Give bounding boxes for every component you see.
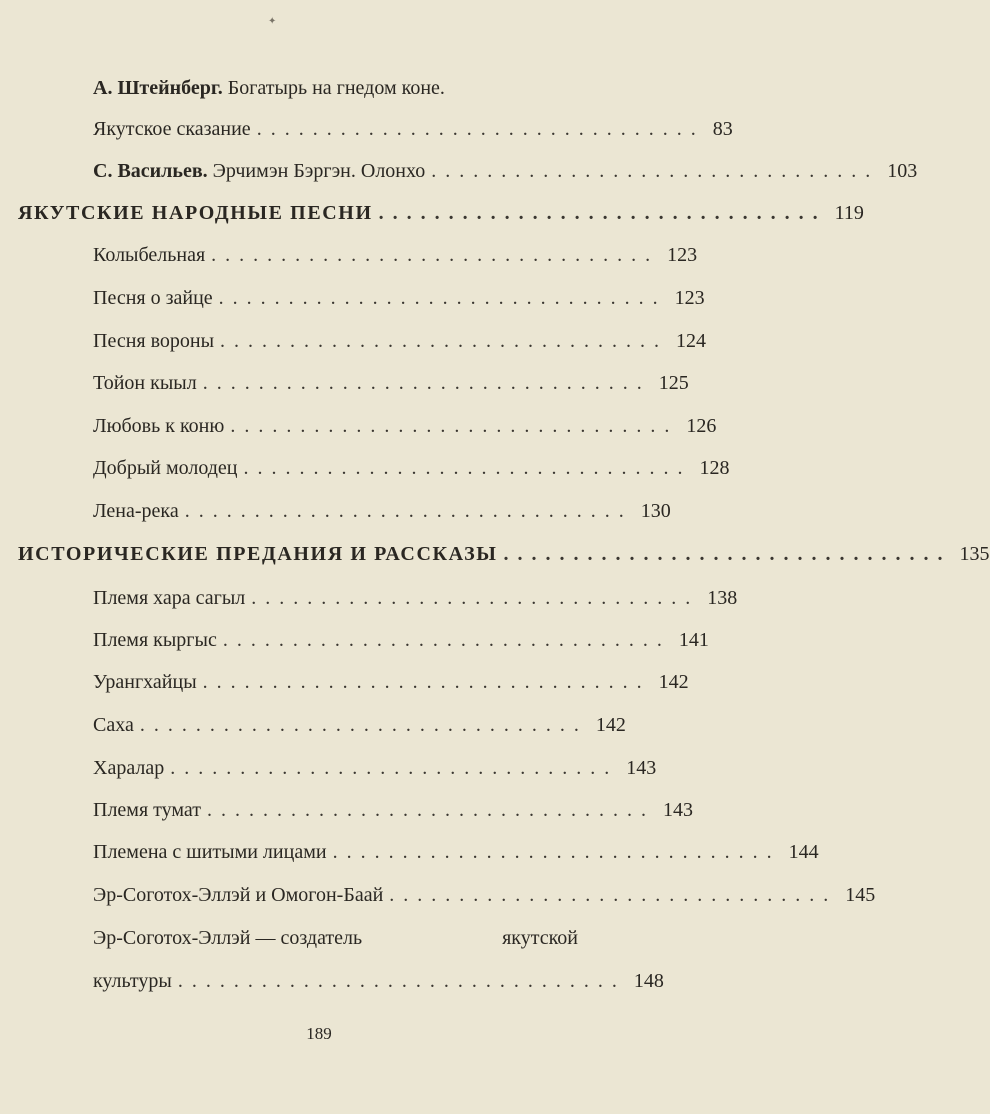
toc-entry [93, 286, 705, 310]
entry-page: 142 [595, 714, 626, 736]
dot-leader: ................................ [184, 500, 633, 522]
section-heading-songs [18, 201, 864, 225]
entry-title: Саха [93, 714, 134, 736]
entry-title: Песня о зайце [93, 287, 213, 309]
toc-entry-last-line2 [93, 969, 664, 993]
toc-entry-steinberg-line1 [93, 76, 578, 100]
section-heading-legends [18, 542, 990, 566]
dot-leader: ................................ [431, 160, 880, 182]
section-title: ИСТОРИЧЕСКИЕ ПРЕДАНИЯ И РАССКАЗЫ [18, 543, 498, 565]
toc-entry [93, 756, 657, 780]
dot-leader: ................................ [243, 457, 692, 479]
toc-entry [93, 840, 819, 864]
dot-leader: ................................ [202, 671, 651, 693]
dot-leader: ................................ [220, 330, 669, 352]
entry-page: 124 [676, 330, 707, 352]
entry-page: 123 [667, 244, 698, 266]
toc-entry [93, 586, 738, 610]
entry-page: 130 [640, 500, 671, 522]
entry-title: Урангхайцы [93, 671, 197, 693]
dot-leader: ................................ [211, 244, 660, 266]
entry-title: Эрчимэн Бэргэн. Олонхо [212, 160, 426, 182]
toc-entry [93, 456, 730, 480]
toc-entry [93, 628, 709, 652]
entry-title: Эр-Соготох-Эллэй и Омогон-Баай [93, 884, 384, 906]
entry-title: Племена с шитыми лицами [93, 841, 327, 863]
entry-page: 143 [663, 799, 693, 821]
folio-page-number: 189 [306, 1024, 332, 1043]
entry-title: Богатырь на гнедом коне. [227, 77, 445, 99]
dot-leader: ................................ [139, 714, 588, 736]
toc-entry [93, 329, 707, 353]
dot-leader: ................................ [222, 629, 671, 651]
toc-entry [93, 243, 698, 267]
entry-title-wrap [93, 159, 425, 183]
dot-leader: ................................ [378, 202, 827, 224]
dot-leader: ................................ [202, 372, 651, 394]
print-mark: ✦ [268, 16, 277, 27]
entry-title: Якутское сказание [93, 118, 251, 140]
entry-title: Колыбельная [93, 244, 206, 266]
entry-page: 126 [686, 415, 717, 437]
entry-page: 145 [845, 884, 876, 906]
entry-title: Племя хара сагыл [93, 587, 246, 609]
dot-leader: ................................ [207, 799, 655, 821]
section-title: ЯКУТСКИЕ НАРОДНЫЕ ПЕСНИ [18, 202, 373, 224]
dot-leader: ................................ [230, 415, 679, 437]
entry-page: 125 [658, 372, 689, 394]
entry-page: 83 [712, 118, 733, 140]
entry-author: А. Штейнберг. [93, 77, 223, 99]
toc-entry [93, 371, 689, 395]
entry-title: Племя тумат [93, 799, 201, 821]
entry-title-end: якутской [502, 927, 578, 949]
entry-page: 148 [633, 970, 664, 992]
dot-leader: ................................ [389, 884, 838, 906]
entry-page: 128 [699, 457, 730, 479]
entry-title: Песня вороны [93, 330, 215, 352]
dot-leader: ................................ [503, 543, 952, 565]
entry-title: Лена-река [93, 500, 179, 522]
entry-title: Тойон кыыл [93, 372, 197, 394]
entry-title: Добрый молодец [93, 457, 238, 479]
dot-leader: ................................ [177, 970, 626, 992]
dot-leader: ................................ [251, 587, 700, 609]
toc-entry [93, 883, 876, 907]
entry-title: Харалар [93, 757, 165, 779]
entry-page: 142 [658, 671, 689, 693]
entry-title: Племя кыргыс [93, 629, 217, 651]
dot-leader: ................................ [218, 287, 667, 309]
entry-page: 103 [887, 160, 918, 182]
entry-page: 144 [788, 841, 819, 863]
dot-leader: ................................ [256, 118, 705, 140]
entry-title: культуры [93, 970, 172, 992]
dot-leader: ................................ [332, 841, 781, 863]
entry-page: 138 [707, 587, 738, 609]
dot-leader: ................................ [170, 757, 619, 779]
toc-entry-vasiliev [93, 159, 918, 183]
toc-entry-last-line1 [93, 926, 578, 950]
toc-entry [93, 414, 717, 438]
section-page: 119 [834, 202, 864, 224]
toc-entry [93, 798, 693, 822]
toc-entry [93, 499, 671, 523]
toc-entry [93, 713, 626, 737]
toc-entry [93, 670, 689, 694]
entry-page: 123 [674, 287, 705, 309]
section-page: 135 [959, 543, 990, 565]
toc-entry-steinberg-line2 [93, 117, 733, 141]
entry-title: Эр-Соготох-Эллэй — создатель [93, 927, 363, 949]
entry-author: С. Васильев. [93, 160, 208, 182]
entry-title: Любовь к коню [93, 415, 225, 437]
entry-page: 143 [626, 757, 657, 779]
entry-page: 141 [678, 629, 709, 651]
